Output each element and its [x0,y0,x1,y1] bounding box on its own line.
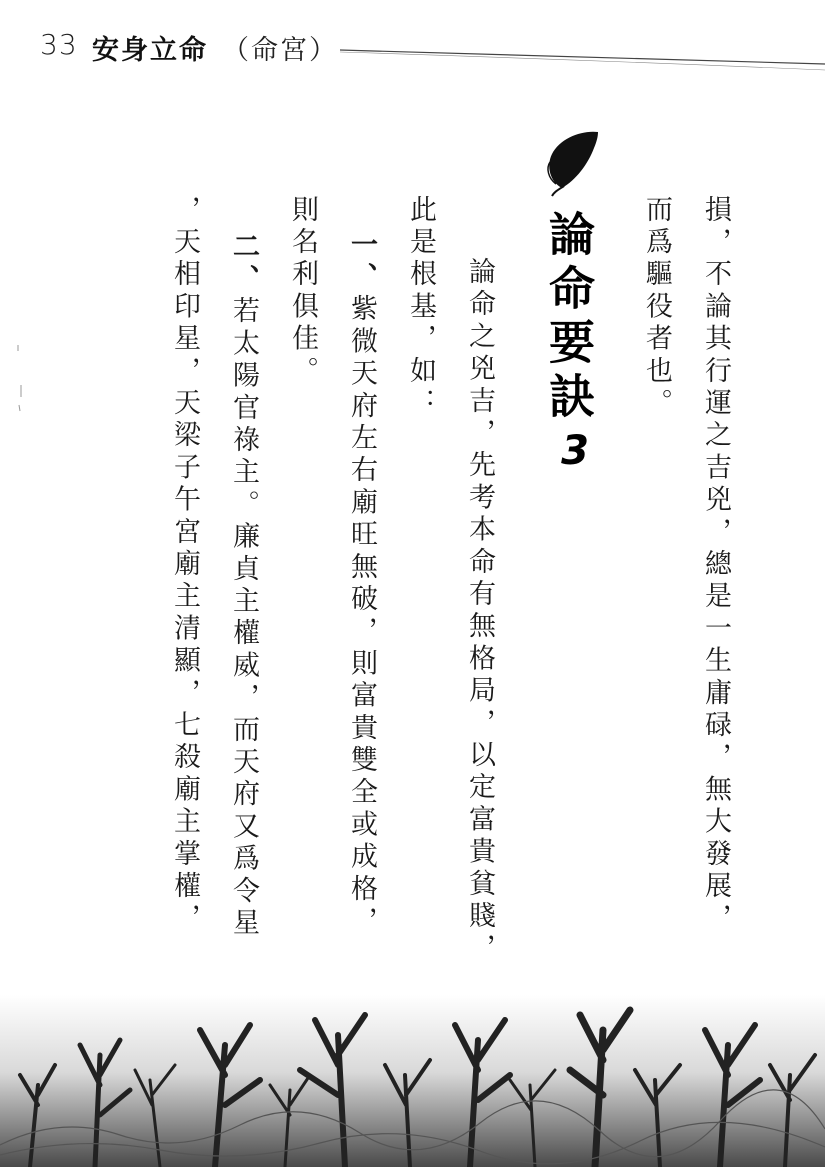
page-header [40,28,825,68]
page-number: 33 [40,28,78,61]
text-column-4: 此是根基，如： [405,195,436,421]
text-column-6: 則名利俱佳。 [287,195,318,389]
forest-silhouette-image [0,995,825,1167]
header-rule [340,42,825,102]
margin-marks [14,345,26,425]
text-column-7: 二、若太陽官祿主。廉貞主權威，而天府又爲令星 [228,232,259,941]
text-column-8: ，天相印星，天梁子午宮廟主清顯，七殺廟主掌權， [169,195,200,936]
text-column-3: 論命之兇吉，先考本命有無格局，以定富貴貧賤， [464,225,495,966]
text-column-5: 一、紫微天府左右廟旺無破，則富貴雙全或成格， [346,230,377,939]
leaf-icon [542,128,602,198]
section-number: 3 [561,428,589,474]
chapter-subtitle: （命宮） [222,35,338,66]
chapter-title: 安身立命 [92,35,208,66]
text-column-1: 損，不論其行運之吉兇，總是一生庸碌，無大發展， [700,195,731,936]
text-column-2: 而爲驅役者也。 [641,195,672,421]
section-heading-text: 論命要訣 [542,210,596,426]
